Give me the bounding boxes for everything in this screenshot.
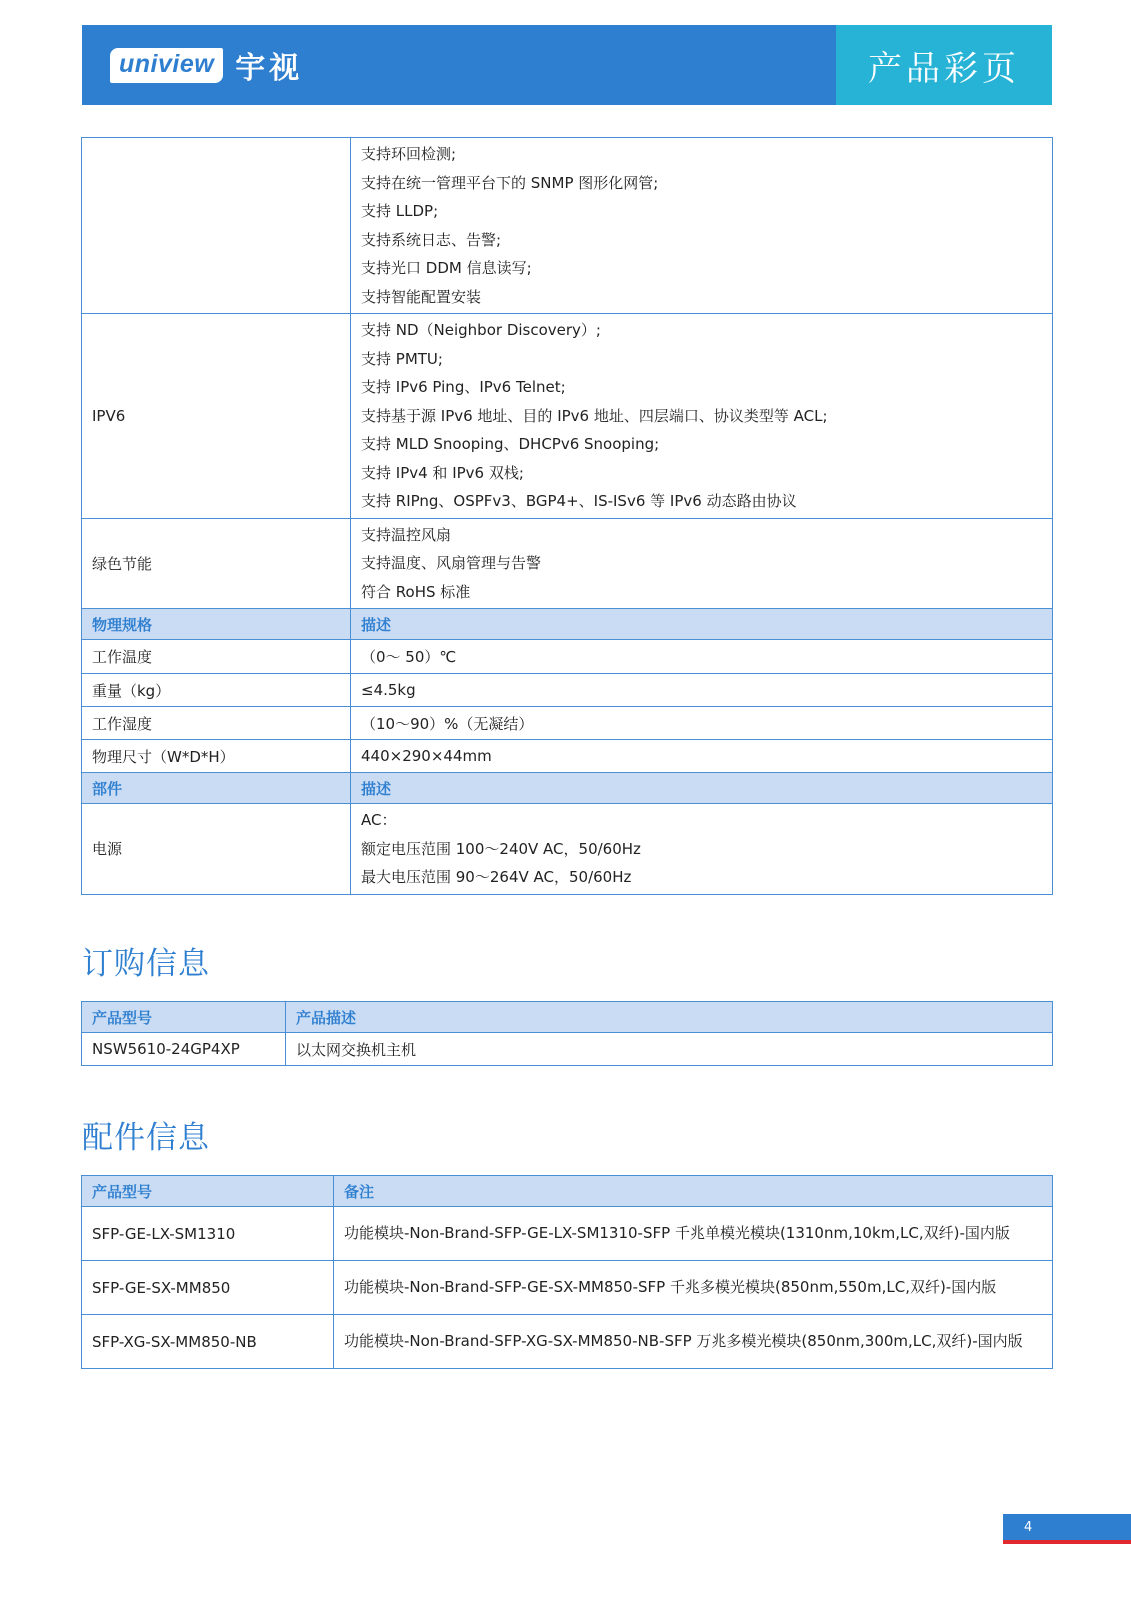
spec-key: 电源 — [82, 804, 351, 895]
product-model: SFP-GE-LX-SM1310 — [82, 1207, 334, 1261]
column-header: 物理规格 — [82, 609, 351, 640]
table-row — [82, 518, 1053, 609]
column-header: 产品型号 — [82, 1002, 286, 1033]
table-header-row — [82, 1002, 1053, 1033]
ordering-title: 订购信息 — [82, 946, 210, 982]
product-description: 以太网交换机主机 — [286, 1033, 1053, 1066]
column-header: 描述 — [351, 609, 1053, 640]
column-header: 部件 — [82, 773, 351, 804]
spec-line: 符合 RoHS 标准 — [361, 582, 471, 601]
uniview-logo: uniview — [110, 48, 223, 83]
spec-value: （10～90）%（无凝结） — [351, 707, 1053, 740]
doc-type-label: 产品彩页 — [836, 25, 1052, 105]
column-header: 产品描述 — [286, 1002, 1053, 1033]
ordering-table — [81, 1001, 1053, 1066]
column-header: 描述 — [351, 773, 1053, 804]
column-header: 产品型号 — [82, 1176, 334, 1207]
column-header: 备注 — [334, 1176, 1053, 1207]
spec-key: 绿色节能 — [82, 518, 351, 609]
table-header-row — [82, 1176, 1053, 1207]
spec-value — [351, 138, 1053, 314]
spec-line: 支持 LLDP; — [361, 202, 439, 220]
accessories-table — [81, 1175, 1053, 1369]
table-row — [82, 707, 1053, 740]
page-number: 4 — [1003, 1514, 1131, 1544]
table-row — [82, 1033, 1053, 1066]
spec-line: 支持光口 DDM 信息读写; — [361, 259, 532, 277]
page-header — [82, 25, 1052, 105]
table-row — [82, 314, 1053, 519]
spec-key: 重量（kg） — [82, 674, 351, 707]
spec-line: 支持智能配置安装 — [361, 287, 482, 306]
spec-line: 支持 IPv6 Ping、IPv6 Telnet; — [361, 378, 566, 396]
spec-line: 支持 MLD Snooping、DHCPv6 Snooping; — [361, 435, 660, 453]
spec-value: ≤4.5kg — [351, 674, 1053, 707]
spec-line: 支持温控风扇 — [361, 525, 452, 544]
spec-line: 支持环回检测; — [361, 145, 457, 163]
table-row — [82, 804, 1053, 895]
accessory-note: 功能模块-Non-Brand-SFP-GE-LX-SM1310-SFP 千兆单模光模块(1310nm,10km,LC,双纤)-国内版 — [334, 1207, 1053, 1261]
table-row — [82, 640, 1053, 674]
spec-line: 支持基于源 IPv6 地址、目的 IPv6 地址、四层端口、协议类型等 ACL; — [361, 406, 828, 425]
spec-line: 支持温度、风扇管理与告警 — [361, 554, 542, 572]
spec-line: 支持 PMTU; — [361, 349, 443, 368]
accessories-title: 配件信息 — [82, 1120, 210, 1156]
spec-value: 440×290×44mm — [351, 740, 1053, 773]
product-model: SFP-XG-SX-MM850-NB — [82, 1315, 334, 1369]
spec-line: 支持 IPv4 和 IPv6 双栈; — [361, 463, 524, 482]
table-header-row — [82, 773, 1053, 804]
spec-line: 支持 RIPng、OSPFv3、BGP4+、IS-ISv6 等 IPv6 动态路由协议 — [361, 492, 797, 510]
product-model: SFP-GE-SX-MM850 — [82, 1261, 334, 1315]
table-row — [82, 740, 1053, 773]
brand-name-cn: 宇视 — [235, 51, 304, 86]
table-row — [82, 1207, 1053, 1261]
spec-line: 额定电压范围 100～240V AC，50/60Hz — [361, 839, 641, 858]
table-row — [82, 1315, 1053, 1369]
accessory-note: 功能模块-Non-Brand-SFP-GE-SX-MM850-SFP 千兆多模光模块(850nm,550m,LC,双纤)-国内版 — [334, 1261, 1053, 1315]
spec-line: 支持在统一管理平台下的 SNMP 图形化网管; — [361, 173, 659, 192]
spec-key — [82, 138, 351, 314]
brand-area — [82, 25, 836, 105]
spec-value — [351, 518, 1053, 609]
spec-line: 最大电压范围 90～264V AC，50/60Hz — [361, 868, 632, 886]
spec-key: 工作温度 — [82, 640, 351, 674]
spec-line: 支持 ND（Neighbor Discovery）; — [361, 321, 601, 339]
product-model: NSW5610-24GP4XP — [82, 1033, 286, 1066]
spec-value — [351, 314, 1053, 519]
table-row — [82, 1261, 1053, 1315]
spec-line: AC： — [361, 811, 397, 829]
spec-line: 支持系统日志、告警; — [361, 230, 502, 249]
spec-key: IPV6 — [82, 314, 351, 519]
accessory-note: 功能模块-Non-Brand-SFP-XG-SX-MM850-NB-SFP 万兆多模光模块(850nm,300m,LC,双纤)-国内版 — [334, 1315, 1053, 1369]
table-row — [82, 138, 1053, 314]
spec-value: （0～ 50）℃ — [351, 640, 1053, 674]
spec-table — [81, 137, 1053, 895]
spec-key: 工作湿度 — [82, 707, 351, 740]
spec-value — [351, 804, 1053, 895]
table-row — [82, 674, 1053, 707]
table-header-row — [82, 609, 1053, 640]
spec-key: 物理尺寸（W*D*H） — [82, 740, 351, 773]
